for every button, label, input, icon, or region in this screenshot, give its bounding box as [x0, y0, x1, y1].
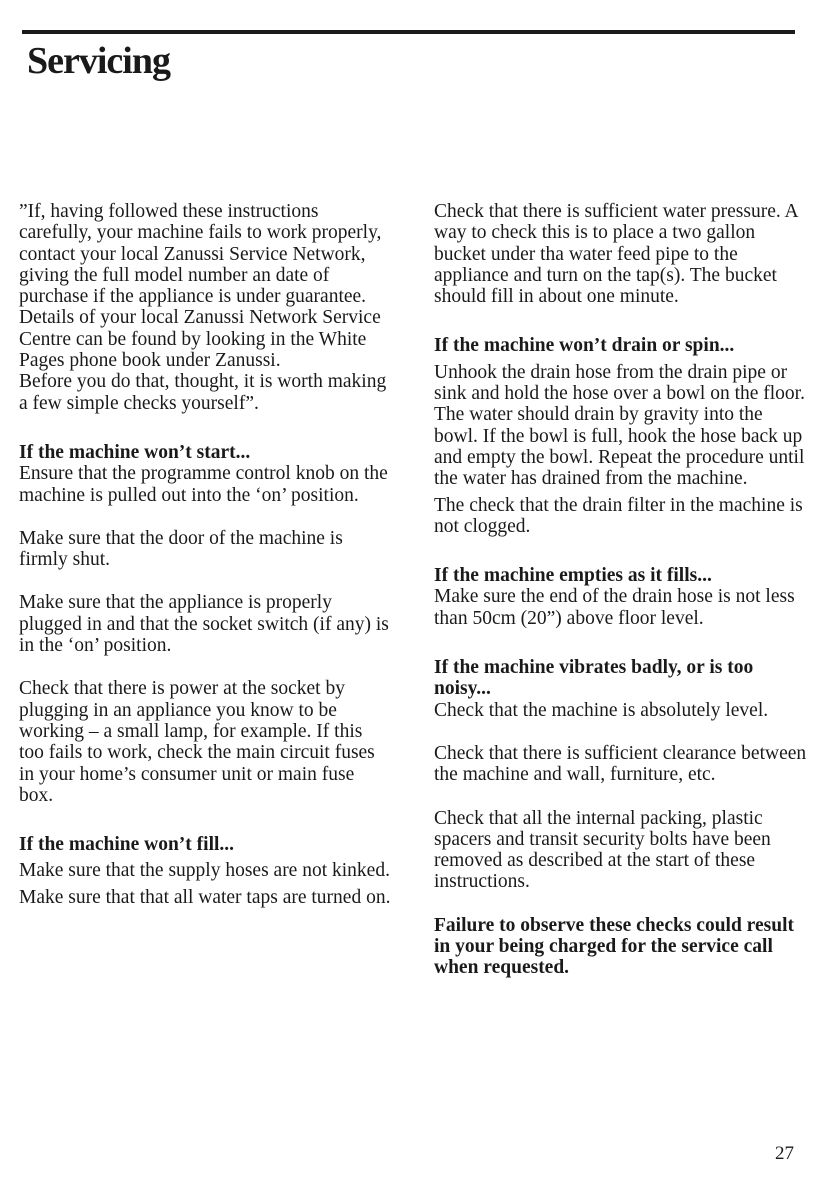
left-column: [19, 201, 391, 908]
heading-vibrates: If the machine vibrates badly, or is too noisy...: [434, 657, 754, 700]
page-title: Servicing: [27, 40, 170, 82]
intro-paragraph-checks: Before you do that, thought, it is worth making a few simple checks yourself”.: [19, 371, 387, 414]
pressure-paragraph: Check that there is sufficient water pressure. A way to check this is to place a two gallon bucket under tha water feed pipe to the appliance and turn on the tap(s). The bucket should fill in about one minute.: [434, 201, 798, 308]
intro-paragraph: ”If, having followed these instructions carefully, your machine fails to work properly, contact your local Zanussi Service Network, giving the full model number an date of purchase if the appliance is under guarantee.: [19, 201, 382, 308]
vibrates-paragraph-level: Check that the machine is absolutely level.: [434, 699, 769, 721]
vibrates-paragraph-clearance: Check that there is sufficient clearance between the machine and wall, furniture, etc.: [434, 742, 807, 786]
intro-paragraph-details: Details of your local Zanussi Network Service Centre can be found by looking in the White Pages phone book under Zanussi.: [19, 307, 381, 372]
page-number: 27: [775, 1143, 794, 1164]
drain-paragraph-filter: The check that the drain filter in the machine is not clogged.: [434, 494, 803, 537]
start-paragraph-plug: Make sure that the appliance is properly plugged in and that the socket switch (if any) is in the ‘on’ position.: [19, 592, 389, 657]
fill-paragraph-taps: Make sure that that all water taps are turned on.: [19, 886, 391, 908]
heading-wont-start: If the machine won’t start...: [19, 441, 251, 463]
start-paragraph-knob: Ensure that the programme control knob on the machine is pulled out into the ‘on’ position.: [19, 463, 388, 506]
drain-paragraph-hose: Unhook the drain hose from the drain pipe or sink and hold the hose over a bowl on the floor. The water should drain by gravity into the bowl. If the bowl is full, hook the hose back up and empty the bowl. Repeat the procedure until the water has drained from the machine.: [434, 361, 805, 490]
heading-empties: If the machine empties as it fills...: [434, 565, 712, 587]
right-column: [434, 201, 810, 979]
heading-wont-drain: If the machine won’t drain or spin...: [434, 335, 735, 357]
heading-wont-fill: If the machine won’t fill...: [19, 834, 235, 856]
title-rule: [22, 30, 795, 34]
warning-note: Failure to observe these checks could result in your being charged for the service call when requested.: [434, 914, 794, 979]
start-paragraph-door: Make sure that the door of the machine is firmly shut.: [19, 527, 343, 571]
empties-paragraph: Make sure the end of the drain hose is not less than 50cm (20”) above floor level.: [434, 586, 795, 629]
vibrates-paragraph-packing: Check that all the internal packing, plastic spacers and transit security bolts have been removed as described at the start of these instructions.: [434, 807, 771, 893]
fill-paragraph-hoses: Make sure that the supply hoses are not kinked.: [19, 860, 390, 882]
start-paragraph-power: Check that there is power at the socket by plugging in an appliance you know to be working – a small lamp, for example. If this too fails to work, check the main circuit fuses in your home’s consumer unit or main fuse box.: [19, 678, 375, 806]
